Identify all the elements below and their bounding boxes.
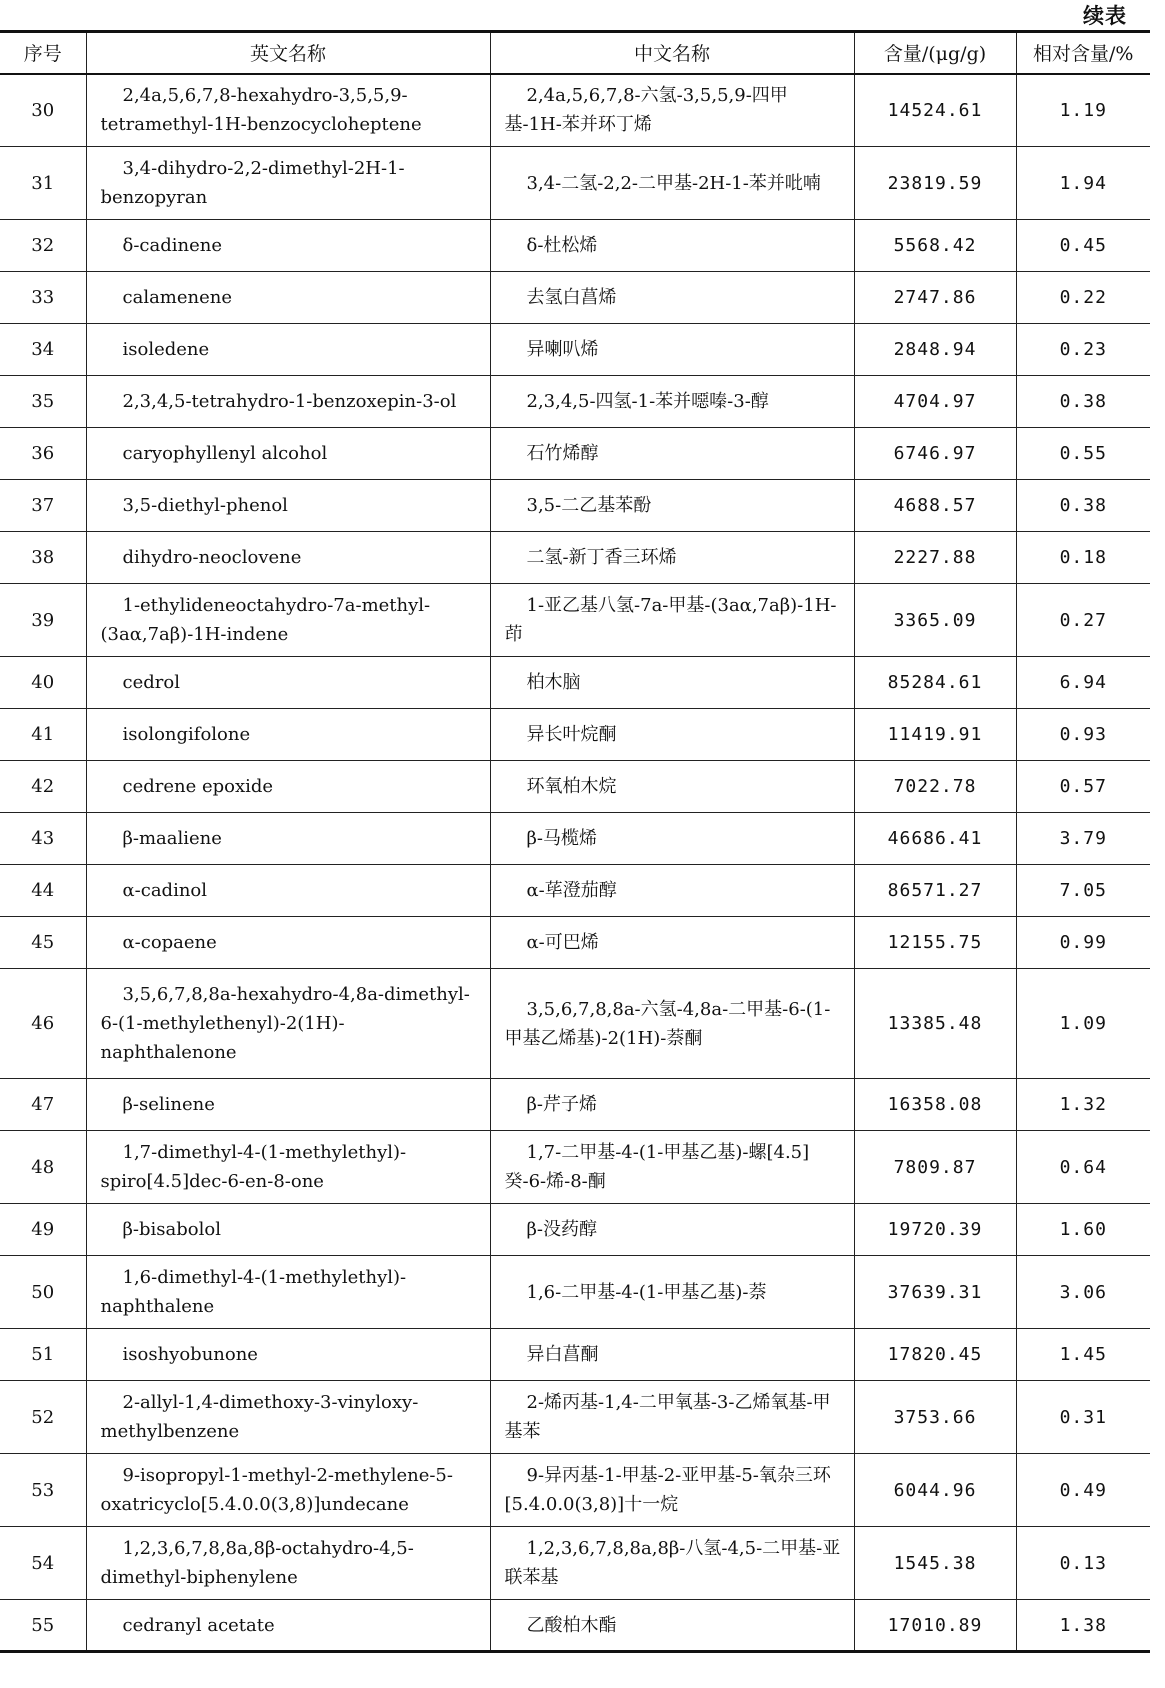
cell-chinese-name: α-可巴烯 — [490, 917, 854, 969]
cell-chinese-name: 异白菖酮 — [490, 1329, 854, 1381]
cell-english-name: cedranyl acetate — [86, 1600, 490, 1652]
cell-english-name: 3,5-diethyl-phenol — [86, 480, 490, 532]
cell-content: 4704.97 — [854, 376, 1016, 428]
table-row — [0, 428, 1150, 480]
cell-relative-content: 1.32 — [1016, 1079, 1150, 1131]
table-row — [0, 813, 1150, 865]
table-row — [0, 584, 1150, 657]
table-row — [0, 376, 1150, 428]
table-row — [0, 969, 1150, 1079]
cell-english-name: cedrol — [86, 657, 490, 709]
cell-relative-content: 1.60 — [1016, 1204, 1150, 1256]
cell-content: 7022.78 — [854, 761, 1016, 813]
cell-index: 52 — [0, 1381, 86, 1454]
table-row — [0, 865, 1150, 917]
cell-content: 6044.96 — [854, 1454, 1016, 1527]
cell-relative-content: 0.27 — [1016, 584, 1150, 657]
cell-relative-content: 0.31 — [1016, 1381, 1150, 1454]
cell-relative-content: 0.99 — [1016, 917, 1150, 969]
cell-index: 50 — [0, 1256, 86, 1329]
cell-english-name: 2,4a,5,6,7,8-hexahydro-3,5,5,9-tetramethyl-1H-benzocycloheptene — [86, 74, 490, 147]
cell-content: 12155.75 — [854, 917, 1016, 969]
cell-index: 44 — [0, 865, 86, 917]
table-row — [0, 1527, 1150, 1600]
cell-english-name: isoshyobunone — [86, 1329, 490, 1381]
cell-english-name: 2-allyl-1,4-dimethoxy-3-vinyloxy-methylbenzene — [86, 1381, 490, 1454]
cell-chinese-name: 1,6-二甲基-4-(1-甲基乙基)-萘 — [490, 1256, 854, 1329]
cell-english-name: calamenene — [86, 272, 490, 324]
cell-index: 40 — [0, 657, 86, 709]
header-chinese-name: 中文名称 — [490, 32, 854, 74]
cell-relative-content: 0.93 — [1016, 709, 1150, 761]
cell-index: 38 — [0, 532, 86, 584]
table-row — [0, 532, 1150, 584]
header-index: 序号 — [0, 32, 86, 74]
cell-relative-content: 0.13 — [1016, 1527, 1150, 1600]
table-row — [0, 1381, 1150, 1454]
cell-content: 17010.89 — [854, 1600, 1016, 1652]
cell-content: 16358.08 — [854, 1079, 1016, 1131]
header-english-name: 英文名称 — [86, 32, 490, 74]
cell-relative-content: 0.55 — [1016, 428, 1150, 480]
cell-english-name: 1,7-dimethyl-4-(1-methylethyl)-spiro[4.5]dec-6-en-8-one — [86, 1131, 490, 1204]
cell-chinese-name: 1,7-二甲基-4-(1-甲基乙基)-螺[4.5]癸-6-烯-8-酮 — [490, 1131, 854, 1204]
cell-relative-content: 1.09 — [1016, 969, 1150, 1079]
cell-english-name: cedrene epoxide — [86, 761, 490, 813]
cell-relative-content: 0.23 — [1016, 324, 1150, 376]
cell-english-name: 3,5,6,7,8,8a-hexahydro-4,8a-dimethyl-6-(1-methylethenyl)-2(1H)-naphthalenone — [86, 969, 490, 1079]
table-row — [0, 761, 1150, 813]
cell-content: 46686.41 — [854, 813, 1016, 865]
cell-relative-content: 0.49 — [1016, 1454, 1150, 1527]
cell-chinese-name: α-荜澄茄醇 — [490, 865, 854, 917]
cell-english-name: α-copaene — [86, 917, 490, 969]
table-row — [0, 1454, 1150, 1527]
cell-english-name: 3,4-dihydro-2,2-dimethyl-2H-1-benzopyran — [86, 147, 490, 220]
cell-relative-content: 3.79 — [1016, 813, 1150, 865]
cell-content: 86571.27 — [854, 865, 1016, 917]
table-row — [0, 917, 1150, 969]
header-content: 含量/(μg/g) — [854, 32, 1016, 74]
header-relative-content: 相对含量/% — [1016, 32, 1150, 74]
cell-content: 5568.42 — [854, 220, 1016, 272]
cell-index: 42 — [0, 761, 86, 813]
table-body — [0, 74, 1150, 1652]
cell-content: 19720.39 — [854, 1204, 1016, 1256]
cell-chinese-name: 3,4-二氢-2,2-二甲基-2H-1-苯并吡喃 — [490, 147, 854, 220]
cell-content: 2848.94 — [854, 324, 1016, 376]
cell-chinese-name: 柏木脑 — [490, 657, 854, 709]
cell-english-name: isolongifolone — [86, 709, 490, 761]
cell-english-name: 9-isopropyl-1-methyl-2-methylene-5-oxatricyclo[5.4.0.0(3,8)]undecane — [86, 1454, 490, 1527]
cell-relative-content: 1.19 — [1016, 74, 1150, 147]
cell-content: 7809.87 — [854, 1131, 1016, 1204]
cell-english-name: dihydro-neoclovene — [86, 532, 490, 584]
cell-chinese-name: δ-杜松烯 — [490, 220, 854, 272]
cell-chinese-name: 2,4a,5,6,7,8-六氢-3,5,5,9-四甲基-1H-苯并环丁烯 — [490, 74, 854, 147]
cell-chinese-name: 去氢白菖烯 — [490, 272, 854, 324]
cell-index: 34 — [0, 324, 86, 376]
cell-index: 43 — [0, 813, 86, 865]
cell-relative-content: 0.18 — [1016, 532, 1150, 584]
cell-chinese-name: 9-异丙基-1-甲基-2-亚甲基-5-氧杂三环[5.4.0.0(3,8)]十一烷 — [490, 1454, 854, 1527]
cell-content: 11419.91 — [854, 709, 1016, 761]
cell-chinese-name: β-没药醇 — [490, 1204, 854, 1256]
cell-content: 2747.86 — [854, 272, 1016, 324]
cell-chinese-name: 2-烯丙基-1,4-二甲氧基-3-乙烯氧基-甲基苯 — [490, 1381, 854, 1454]
cell-content: 17820.45 — [854, 1329, 1016, 1381]
cell-index: 45 — [0, 917, 86, 969]
table-row — [0, 480, 1150, 532]
cell-relative-content: 1.45 — [1016, 1329, 1150, 1381]
cell-relative-content: 1.38 — [1016, 1600, 1150, 1652]
compound-table — [0, 30, 1150, 1653]
cell-index: 49 — [0, 1204, 86, 1256]
cell-content: 6746.97 — [854, 428, 1016, 480]
cell-index: 41 — [0, 709, 86, 761]
cell-english-name: caryophyllenyl alcohol — [86, 428, 490, 480]
cell-chinese-name: 3,5-二乙基苯酚 — [490, 480, 854, 532]
table-row — [0, 1600, 1150, 1652]
cell-relative-content: 7.05 — [1016, 865, 1150, 917]
table-row — [0, 1256, 1150, 1329]
cell-content: 13385.48 — [854, 969, 1016, 1079]
cell-english-name: δ-cadinene — [86, 220, 490, 272]
cell-content: 23819.59 — [854, 147, 1016, 220]
cell-index: 48 — [0, 1131, 86, 1204]
cell-relative-content: 0.38 — [1016, 480, 1150, 532]
table-row — [0, 657, 1150, 709]
cell-relative-content: 0.45 — [1016, 220, 1150, 272]
table-row — [0, 1204, 1150, 1256]
cell-chinese-name: 环氧柏木烷 — [490, 761, 854, 813]
table-row — [0, 324, 1150, 376]
cell-english-name: 2,3,4,5-tetrahydro-1-benzoxepin-3-ol — [86, 376, 490, 428]
cell-index: 32 — [0, 220, 86, 272]
cell-content: 2227.88 — [854, 532, 1016, 584]
cell-index: 47 — [0, 1079, 86, 1131]
continued-label: 续表 — [1083, 4, 1127, 28]
table-row — [0, 147, 1150, 220]
cell-content: 3365.09 — [854, 584, 1016, 657]
cell-chinese-name: 1-亚乙基八氢-7a-甲基-(3aα,7aβ)-1H-茚 — [490, 584, 854, 657]
cell-chinese-name: 3,5,6,7,8,8a-六氢-4,8a-二甲基-6-(1-甲基乙烯基)-2(1H)-萘酮 — [490, 969, 854, 1079]
cell-english-name: β-selinene — [86, 1079, 490, 1131]
cell-english-name: β-bisabolol — [86, 1204, 490, 1256]
table-row — [0, 74, 1150, 147]
cell-english-name: isoledene — [86, 324, 490, 376]
cell-index: 53 — [0, 1454, 86, 1527]
cell-english-name: 1,6-dimethyl-4-(1-methylethyl)-naphthalene — [86, 1256, 490, 1329]
cell-chinese-name: 2,3,4,5-四氢-1-苯并噁嗪-3-醇 — [490, 376, 854, 428]
cell-english-name: β-maaliene — [86, 813, 490, 865]
cell-relative-content: 0.38 — [1016, 376, 1150, 428]
cell-chinese-name: 二氢-新丁香三环烯 — [490, 532, 854, 584]
header-row — [0, 32, 1150, 74]
cell-content: 1545.38 — [854, 1527, 1016, 1600]
cell-content: 37639.31 — [854, 1256, 1016, 1329]
cell-index: 30 — [0, 74, 86, 147]
cell-relative-content: 6.94 — [1016, 657, 1150, 709]
cell-chinese-name: 1,2,3,6,7,8,8a,8β-八氢-4,5-二甲基-亚联苯基 — [490, 1527, 854, 1600]
cell-index: 46 — [0, 969, 86, 1079]
cell-chinese-name: 石竹烯醇 — [490, 428, 854, 480]
cell-chinese-name: β-芹子烯 — [490, 1079, 854, 1131]
cell-index: 55 — [0, 1600, 86, 1652]
cell-index: 39 — [0, 584, 86, 657]
cell-relative-content: 3.06 — [1016, 1256, 1150, 1329]
cell-index: 51 — [0, 1329, 86, 1381]
cell-english-name: 1,2,3,6,7,8,8a,8β-octahydro-4,5-dimethyl-biphenylene — [86, 1527, 490, 1600]
cell-english-name: α-cadinol — [86, 865, 490, 917]
cell-content: 14524.61 — [854, 74, 1016, 147]
cell-chinese-name: β-马榄烯 — [490, 813, 854, 865]
cell-english-name: 1-ethylideneoctahydro-7a-methyl-(3aα,7aβ)-1H-indene — [86, 584, 490, 657]
cell-chinese-name: 乙酸柏木酯 — [490, 1600, 854, 1652]
table-row — [0, 272, 1150, 324]
table-row — [0, 220, 1150, 272]
cell-index: 33 — [0, 272, 86, 324]
cell-chinese-name: 异喇叭烯 — [490, 324, 854, 376]
cell-content: 4688.57 — [854, 480, 1016, 532]
cell-relative-content: 0.64 — [1016, 1131, 1150, 1204]
cell-index: 35 — [0, 376, 86, 428]
cell-relative-content: 0.57 — [1016, 761, 1150, 813]
cell-index: 31 — [0, 147, 86, 220]
cell-content: 3753.66 — [854, 1381, 1016, 1454]
cell-index: 37 — [0, 480, 86, 532]
cell-relative-content: 1.94 — [1016, 147, 1150, 220]
cell-index: 54 — [0, 1527, 86, 1600]
cell-relative-content: 0.22 — [1016, 272, 1150, 324]
table-row — [0, 1131, 1150, 1204]
table-row — [0, 1329, 1150, 1381]
cell-index: 36 — [0, 428, 86, 480]
table-row — [0, 709, 1150, 761]
cell-chinese-name: 异长叶烷酮 — [490, 709, 854, 761]
table-row — [0, 1079, 1150, 1131]
cell-content: 85284.61 — [854, 657, 1016, 709]
